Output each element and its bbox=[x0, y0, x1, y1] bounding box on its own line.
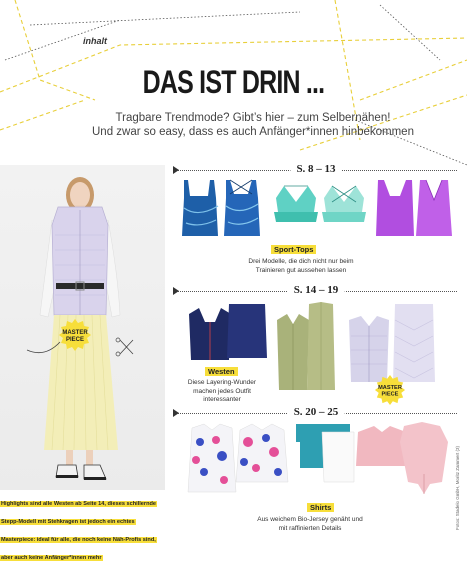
top-purple-tank bbox=[376, 180, 414, 236]
vest-silver bbox=[349, 316, 389, 382]
desc-line: Drei Modelle, die dich nicht nur beim bbox=[248, 258, 354, 265]
shirt-pink-knot bbox=[400, 422, 448, 494]
category-tag-shirts: Shirts bbox=[307, 503, 334, 512]
shirt-patterned bbox=[188, 424, 236, 492]
section-header-sport-tops bbox=[175, 163, 457, 177]
top-teal-bra-2 bbox=[322, 186, 366, 222]
vest-navy bbox=[189, 308, 231, 360]
vest-navy-2 bbox=[227, 304, 267, 358]
intro-line-2: Und zwar so easy, dass es auch Anfänger*innen hinbekommen bbox=[92, 126, 414, 138]
badge-line-2: PIECE bbox=[65, 337, 85, 343]
page-range: S. 20 – 25 bbox=[288, 406, 345, 418]
arrow-icon bbox=[173, 166, 179, 174]
desc-line: Trainieren gut aussehen lassen bbox=[255, 266, 347, 274]
arrow-icon bbox=[173, 287, 179, 295]
arrow-icon bbox=[173, 409, 179, 417]
top-purple-tank-2 bbox=[416, 180, 452, 236]
category-tag-westen: Westen bbox=[205, 367, 238, 376]
badge-line-1: MASTER bbox=[62, 330, 88, 336]
category-description-sport-tops bbox=[230, 258, 372, 275]
shirt-pink bbox=[356, 426, 408, 466]
vest-olive-long bbox=[277, 314, 309, 390]
top-teal-bra bbox=[274, 186, 318, 222]
shirt-patterned-2 bbox=[236, 424, 288, 482]
top-blue-camisole bbox=[182, 180, 218, 236]
vest-olive-long-2 bbox=[307, 302, 335, 390]
badge-line-2: PIECE bbox=[381, 391, 399, 398]
shirt-teal-white bbox=[296, 424, 354, 482]
photo-caption-text: Highlights sind alle Westen ab Seite 14, dieses schillernde Stepp-Modell mit Stehkragen ist jedoch ein echtes Masterpiece: ideal für alle, die noch keine Näh-Profis sind, aber auch keine Anfänger*innen mehr bbox=[1, 501, 157, 561]
photo-credit: Fotos: Stadelo GmbH, Moritz Zammert (3) bbox=[455, 445, 460, 530]
vest-silver-2 bbox=[393, 304, 435, 382]
master-piece-badge-2 bbox=[374, 374, 406, 406]
intro-text bbox=[60, 111, 446, 139]
section-header-shirts bbox=[175, 406, 457, 420]
category-description-shirts bbox=[225, 516, 395, 533]
shirts-products bbox=[178, 422, 448, 502]
top-blue-camisole-2 bbox=[224, 180, 260, 236]
sport-tops-products bbox=[178, 178, 458, 240]
section-header-westen bbox=[175, 284, 457, 298]
desc-line: Aus weichem Bio-Jersey genäht und bbox=[257, 516, 363, 523]
intro-line-1: Tragbare Trendmode? Gibt’s hier – zum Selbernähen! bbox=[115, 112, 391, 124]
desc-line: machen jedes Outfit bbox=[193, 387, 251, 395]
section-label: inhalt bbox=[80, 36, 110, 46]
desc-line: Diese Layering-Wunder bbox=[187, 379, 257, 386]
desc-line: mit raffinierten Details bbox=[278, 524, 342, 532]
page-title: DAS IST DRIN ... bbox=[142, 64, 325, 100]
category-description-westen bbox=[172, 379, 272, 405]
page-range: S. 8 – 13 bbox=[290, 163, 341, 175]
page-range: S. 14 – 19 bbox=[288, 284, 345, 296]
desc-line: interessanter bbox=[203, 396, 241, 403]
badge-line-1: MASTER bbox=[378, 385, 402, 392]
scissors-doodle bbox=[25, 330, 135, 360]
category-tag-sport-tops: Sport-Tops bbox=[271, 245, 316, 254]
photo-caption bbox=[0, 492, 168, 561]
